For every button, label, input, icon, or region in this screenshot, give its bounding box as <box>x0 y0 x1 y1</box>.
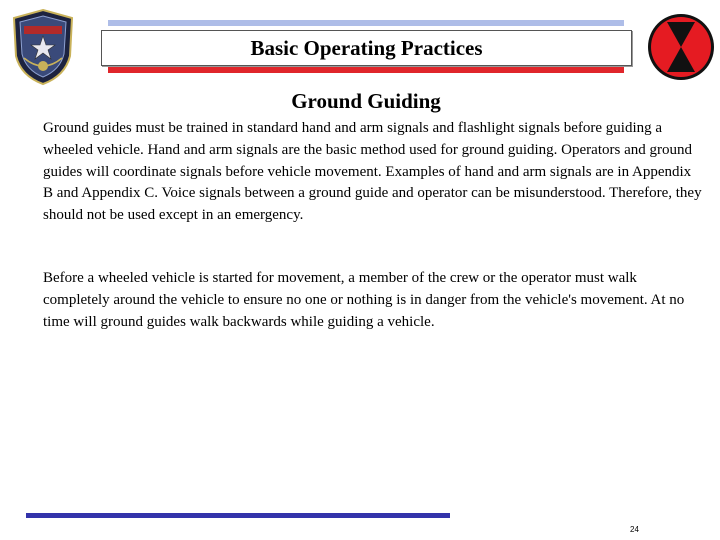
footer-divider <box>26 513 450 518</box>
header-bottom-divider <box>108 67 624 73</box>
page-number: 24 <box>630 525 639 534</box>
division-patch-logo <box>646 12 716 82</box>
body-paragraph-1: Ground guides must be trained in standard hand and arm signals and flashlight signals before guiding a wheeled vehicle. Hand and arm signals are the basic method used for ground guiding. Operators and ground guides will coordinate signals before vehicle movement. Examples of hand and arm signals are in Appendix B and Appendix C. Voice signals between a ground guide and operator can be misunderstood. Therefore, they should not be used except in an emergency. <box>43 120 702 224</box>
header-top-divider <box>108 20 624 26</box>
body-paragraph-2: Before a wheeled vehicle is started for movement, a member of the crew or the operator must walk completely around the vehicle to ensure no one or nothing is in danger from the vehicle's movement. At no time will ground guides walk backwards while guiding a vehicle. <box>43 270 685 330</box>
title-box <box>101 30 632 66</box>
page-title: Basic Operating Practices <box>250 35 483 60</box>
slide-subtitle: Ground Guiding <box>291 89 441 113</box>
unit-shield-logo <box>10 8 76 86</box>
